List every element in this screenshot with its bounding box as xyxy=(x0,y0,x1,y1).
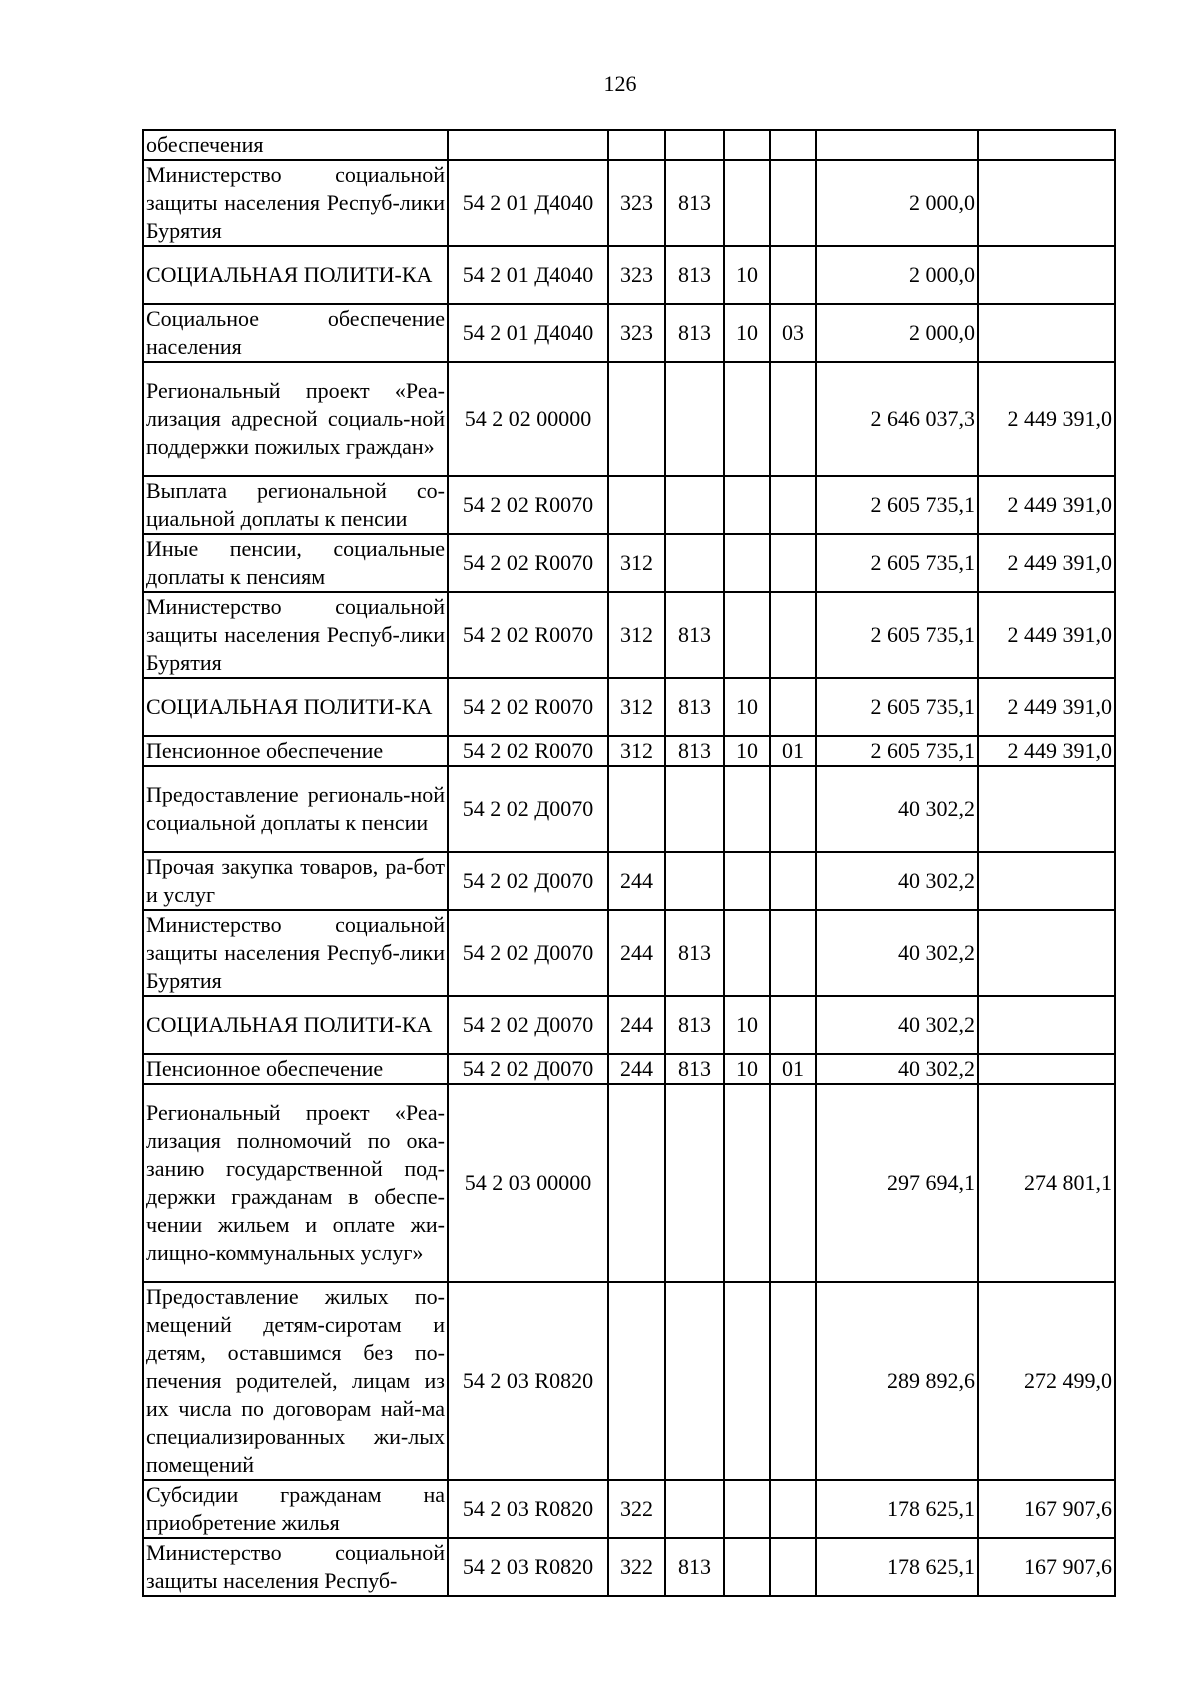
amount-year1-cell: 2 646 037,3 xyxy=(816,362,978,476)
row-name-cell: обеспечения xyxy=(143,130,448,160)
subsection-code-cell xyxy=(770,1538,816,1596)
amount-year2-cell: 2 449 391,0 xyxy=(978,476,1115,534)
subsection-code-cell xyxy=(770,996,816,1054)
amount-year2-cell: 167 907,6 xyxy=(978,1480,1115,1538)
table-row xyxy=(143,1538,1115,1596)
row-name-cell: Пенсионное обеспечение xyxy=(143,1054,448,1084)
amount-year2-cell: 167 907,6 xyxy=(978,1538,1115,1596)
section-code-cell xyxy=(724,130,770,160)
table-row xyxy=(143,1480,1115,1538)
amount-year1-cell: 297 694,1 xyxy=(816,1084,978,1282)
amount-year2-cell xyxy=(978,996,1115,1054)
table-row xyxy=(143,996,1115,1054)
expense-type-cell xyxy=(608,1084,665,1282)
expense-type-cell: 323 xyxy=(608,304,665,362)
row-name-cell: Пенсионное обеспечение xyxy=(143,736,448,766)
row-name-cell: Региональный проект «Реа-лизация полномочий по ока-занию государственной под-держки гражданам в обеспе-чении жильем и оплате жи-лищно-коммунальных услуг» xyxy=(143,1084,448,1282)
target-article-code-cell: 54 2 02 R0070 xyxy=(448,592,608,678)
table-row xyxy=(143,592,1115,678)
amount-year1-cell xyxy=(816,130,978,160)
subsection-code-cell: 03 xyxy=(770,304,816,362)
row-name-cell: Предоставление жилых по-мещений детям-сиротам и детям, оставшимся без по-печения родителей, лицам из их числа по договорам най-ма специализированных жи-лых помещений xyxy=(143,1282,448,1480)
ministry-code-cell xyxy=(665,362,724,476)
budget-table xyxy=(142,129,1116,1597)
row-name-cell: Прочая закупка товаров, ра-бот и услуг xyxy=(143,852,448,910)
section-code-cell xyxy=(724,160,770,246)
amount-year1-cell: 2 000,0 xyxy=(816,160,978,246)
expense-type-cell: 244 xyxy=(608,852,665,910)
target-article-code-cell: 54 2 03 R0820 xyxy=(448,1538,608,1596)
subsection-code-cell xyxy=(770,246,816,304)
target-article-code-cell: 54 2 01 Д4040 xyxy=(448,160,608,246)
table-row xyxy=(143,1282,1115,1480)
row-name-cell: Министерство социальной защиты населения Респуб-лики Бурятия xyxy=(143,592,448,678)
section-code-cell: 10 xyxy=(724,678,770,736)
expense-type-cell: 323 xyxy=(608,160,665,246)
ministry-code-cell: 813 xyxy=(665,304,724,362)
subsection-code-cell xyxy=(770,766,816,852)
subsection-code-cell xyxy=(770,534,816,592)
target-article-code-cell: 54 2 02 00000 xyxy=(448,362,608,476)
target-article-code-cell: 54 2 03 R0820 xyxy=(448,1480,608,1538)
table-row xyxy=(143,852,1115,910)
subsection-code-cell: 01 xyxy=(770,1054,816,1084)
ministry-code-cell: 813 xyxy=(665,1054,724,1084)
row-name-cell: СОЦИАЛЬНАЯ ПОЛИТИ-КА xyxy=(143,996,448,1054)
target-article-code-cell xyxy=(448,130,608,160)
row-name-cell: Предоставление региональ-ной социальной доплаты к пенсии xyxy=(143,766,448,852)
expense-type-cell: 244 xyxy=(608,996,665,1054)
table-row xyxy=(143,130,1115,160)
expense-type-cell: 244 xyxy=(608,910,665,996)
table-row xyxy=(143,736,1115,766)
amount-year1-cell: 40 302,2 xyxy=(816,766,978,852)
expense-type-cell xyxy=(608,766,665,852)
ministry-code-cell: 813 xyxy=(665,910,724,996)
ministry-code-cell: 813 xyxy=(665,996,724,1054)
subsection-code-cell xyxy=(770,476,816,534)
ministry-code-cell: 813 xyxy=(665,592,724,678)
subsection-code-cell xyxy=(770,910,816,996)
table-row xyxy=(143,246,1115,304)
amount-year2-cell xyxy=(978,130,1115,160)
amount-year2-cell: 2 449 391,0 xyxy=(978,592,1115,678)
row-name-cell: Выплата региональной со-циальной доплаты к пенсии xyxy=(143,476,448,534)
amount-year1-cell: 178 625,1 xyxy=(816,1480,978,1538)
amount-year1-cell: 289 892,6 xyxy=(816,1282,978,1480)
table-row xyxy=(143,1084,1115,1282)
amount-year1-cell: 2 605 735,1 xyxy=(816,476,978,534)
amount-year1-cell: 40 302,2 xyxy=(816,910,978,996)
target-article-code-cell: 54 2 01 Д4040 xyxy=(448,246,608,304)
row-name-cell: Министерство социальной защиты населения Респуб- xyxy=(143,1538,448,1596)
amount-year2-cell xyxy=(978,910,1115,996)
section-code-cell xyxy=(724,1282,770,1480)
target-article-code-cell: 54 2 02 R0070 xyxy=(448,736,608,766)
row-name-cell: Региональный проект «Реа-лизация адресной социаль-ной поддержки пожилых граждан» xyxy=(143,362,448,476)
ministry-code-cell xyxy=(665,766,724,852)
ministry-code-cell xyxy=(665,852,724,910)
subsection-code-cell xyxy=(770,362,816,476)
subsection-code-cell xyxy=(770,1282,816,1480)
amount-year2-cell: 2 449 391,0 xyxy=(978,534,1115,592)
section-code-cell: 10 xyxy=(724,996,770,1054)
expense-type-cell: 322 xyxy=(608,1538,665,1596)
row-name-cell: Министерство социальной защиты населения Респуб-лики Бурятия xyxy=(143,910,448,996)
expense-type-cell: 312 xyxy=(608,678,665,736)
subsection-code-cell xyxy=(770,160,816,246)
expense-type-cell xyxy=(608,362,665,476)
ministry-code-cell: 813 xyxy=(665,246,724,304)
page-number: 126 xyxy=(603,71,637,96)
amount-year2-cell xyxy=(978,852,1115,910)
target-article-code-cell: 54 2 02 Д0070 xyxy=(448,766,608,852)
target-article-code-cell: 54 2 02 Д0070 xyxy=(448,910,608,996)
amount-year1-cell: 40 302,2 xyxy=(816,852,978,910)
section-code-cell xyxy=(724,766,770,852)
ministry-code-cell xyxy=(665,1084,724,1282)
amount-year1-cell: 2 000,0 xyxy=(816,246,978,304)
subsection-code-cell xyxy=(770,1084,816,1282)
row-name-cell: Социальное обеспечение населения xyxy=(143,304,448,362)
target-article-code-cell: 54 2 02 R0070 xyxy=(448,534,608,592)
section-code-cell xyxy=(724,476,770,534)
target-article-code-cell: 54 2 03 00000 xyxy=(448,1084,608,1282)
target-article-code-cell: 54 2 02 R0070 xyxy=(448,476,608,534)
table-row xyxy=(143,160,1115,246)
amount-year2-cell xyxy=(978,160,1115,246)
section-code-cell xyxy=(724,1084,770,1282)
ministry-code-cell: 813 xyxy=(665,160,724,246)
subsection-code-cell xyxy=(770,130,816,160)
row-name-cell: Субсидии гражданам на приобретение жилья xyxy=(143,1480,448,1538)
amount-year1-cell: 40 302,2 xyxy=(816,996,978,1054)
row-name-cell: СОЦИАЛЬНАЯ ПОЛИТИ-КА xyxy=(143,246,448,304)
ministry-code-cell xyxy=(665,534,724,592)
ministry-code-cell: 813 xyxy=(665,678,724,736)
section-code-cell xyxy=(724,362,770,476)
section-code-cell xyxy=(724,1480,770,1538)
section-code-cell: 10 xyxy=(724,304,770,362)
subsection-code-cell xyxy=(770,1480,816,1538)
subsection-code-cell xyxy=(770,592,816,678)
amount-year2-cell: 2 449 391,0 xyxy=(978,678,1115,736)
section-code-cell xyxy=(724,910,770,996)
expense-type-cell: 312 xyxy=(608,534,665,592)
subsection-code-cell xyxy=(770,678,816,736)
amount-year1-cell: 2 605 735,1 xyxy=(816,678,978,736)
expense-type-cell: 323 xyxy=(608,246,665,304)
target-article-code-cell: 54 2 03 R0820 xyxy=(448,1282,608,1480)
ministry-code-cell xyxy=(665,1282,724,1480)
ministry-code-cell xyxy=(665,476,724,534)
table-row xyxy=(143,362,1115,476)
amount-year2-cell xyxy=(978,1054,1115,1084)
amount-year1-cell: 40 302,2 xyxy=(816,1054,978,1084)
expense-type-cell xyxy=(608,1282,665,1480)
table-row xyxy=(143,766,1115,852)
section-code-cell: 10 xyxy=(724,1054,770,1084)
target-article-code-cell: 54 2 01 Д4040 xyxy=(448,304,608,362)
target-article-code-cell: 54 2 02 Д0070 xyxy=(448,996,608,1054)
ministry-code-cell: 813 xyxy=(665,736,724,766)
expense-type-cell xyxy=(608,476,665,534)
target-article-code-cell: 54 2 02 R0070 xyxy=(448,678,608,736)
table-row xyxy=(143,476,1115,534)
amount-year1-cell: 2 605 735,1 xyxy=(816,736,978,766)
section-code-cell xyxy=(724,534,770,592)
expense-type-cell: 322 xyxy=(608,1480,665,1538)
expense-type-cell xyxy=(608,130,665,160)
amount-year2-cell: 2 449 391,0 xyxy=(978,362,1115,476)
section-code-cell xyxy=(724,592,770,678)
section-code-cell: 10 xyxy=(724,736,770,766)
table-row xyxy=(143,910,1115,996)
amount-year2-cell xyxy=(978,766,1115,852)
expense-type-cell: 312 xyxy=(608,592,665,678)
amount-year2-cell xyxy=(978,246,1115,304)
section-code-cell: 10 xyxy=(724,246,770,304)
table-row xyxy=(143,1054,1115,1084)
amount-year2-cell: 272 499,0 xyxy=(978,1282,1115,1480)
ministry-code-cell xyxy=(665,1480,724,1538)
row-name-cell: Министерство социальной защиты населения Респуб-лики Бурятия xyxy=(143,160,448,246)
amount-year2-cell: 2 449 391,0 xyxy=(978,736,1115,766)
table-row xyxy=(143,304,1115,362)
target-article-code-cell: 54 2 02 Д0070 xyxy=(448,1054,608,1084)
table-row xyxy=(143,678,1115,736)
amount-year1-cell: 2 000,0 xyxy=(816,304,978,362)
subsection-code-cell xyxy=(770,852,816,910)
section-code-cell xyxy=(724,852,770,910)
amount-year1-cell: 2 605 735,1 xyxy=(816,592,978,678)
expense-type-cell: 312 xyxy=(608,736,665,766)
ministry-code-cell: 813 xyxy=(665,1538,724,1596)
amount-year1-cell: 2 605 735,1 xyxy=(816,534,978,592)
expense-type-cell: 244 xyxy=(608,1054,665,1084)
amount-year1-cell: 178 625,1 xyxy=(816,1538,978,1596)
amount-year2-cell: 274 801,1 xyxy=(978,1084,1115,1282)
table-row xyxy=(143,534,1115,592)
row-name-cell: Иные пенсии, социальные доплаты к пенсиям xyxy=(143,534,448,592)
ministry-code-cell xyxy=(665,130,724,160)
subsection-code-cell: 01 xyxy=(770,736,816,766)
row-name-cell: СОЦИАЛЬНАЯ ПОЛИТИ-КА xyxy=(143,678,448,736)
amount-year2-cell xyxy=(978,304,1115,362)
target-article-code-cell: 54 2 02 Д0070 xyxy=(448,852,608,910)
section-code-cell xyxy=(724,1538,770,1596)
